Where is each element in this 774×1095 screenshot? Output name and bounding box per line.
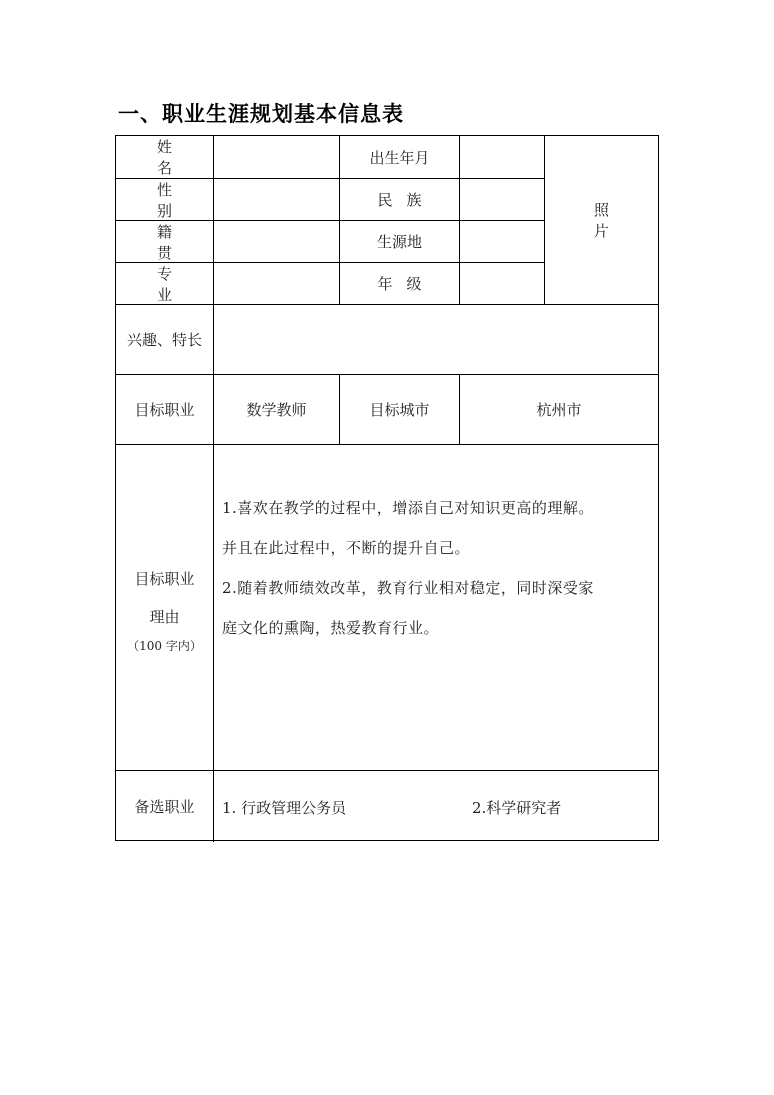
value-ethnicity[interactable] — [460, 179, 544, 220]
value-name[interactable] — [214, 136, 339, 178]
reason-line: 庭文化的熏陶，热爱教育行业。 — [222, 619, 440, 637]
info-table — [115, 135, 659, 841]
value-reason[interactable] — [222, 488, 658, 648]
value-alternative-1[interactable]: 1. 行政管理公务员 — [222, 798, 347, 817]
page-title: 一、职业生涯规划基本信息表 — [118, 102, 404, 126]
label-grade: 年级 — [377, 275, 436, 293]
label-target-city: 目标城市 — [369, 401, 430, 419]
label-name: 姓名 — [156, 138, 198, 177]
label-alternative: 备选职业 — [134, 797, 195, 816]
value-grade[interactable] — [460, 263, 544, 304]
value-origin[interactable] — [460, 221, 544, 262]
label-reason-line1: 目标职业 — [134, 569, 195, 588]
label-birth: 出生年月 — [369, 148, 430, 167]
label-major: 专业 — [156, 264, 198, 304]
value-birth[interactable] — [460, 136, 544, 178]
value-alternative-2[interactable]: 2.科学研究者 — [472, 798, 562, 817]
label-native-place: 籍贯 — [156, 222, 198, 262]
value-hobbies[interactable] — [214, 305, 658, 374]
value-gender[interactable] — [214, 179, 339, 220]
reason-line: 1.喜欢在教学的过程中，增添自己对知识更高的理解。 — [222, 499, 594, 517]
label-target-job: 目标职业 — [134, 401, 195, 419]
label-origin: 生源地 — [376, 233, 422, 251]
value-major[interactable] — [214, 263, 339, 304]
label-ethnicity: 民族 — [377, 191, 436, 209]
value-target-job[interactable]: 数学教师 — [246, 401, 307, 419]
label-hobbies: 兴趣、特长 — [126, 331, 202, 349]
label-reason — [116, 445, 213, 770]
reason-line: 2.随着教师绩效改革，教育行业相对稳定，同时深受家 — [222, 579, 594, 597]
photo-placeholder: 照片 — [593, 201, 649, 240]
reason-line: 并且在此过程中，不断的提升自己。 — [222, 539, 471, 557]
value-target-city[interactable]: 杭州市 — [536, 401, 582, 419]
label-reason-line2: 理由 — [149, 607, 180, 626]
label-reason-note: （100 字内） — [127, 638, 202, 653]
label-gender: 性别 — [156, 180, 198, 220]
value-native-place[interactable] — [214, 221, 339, 262]
